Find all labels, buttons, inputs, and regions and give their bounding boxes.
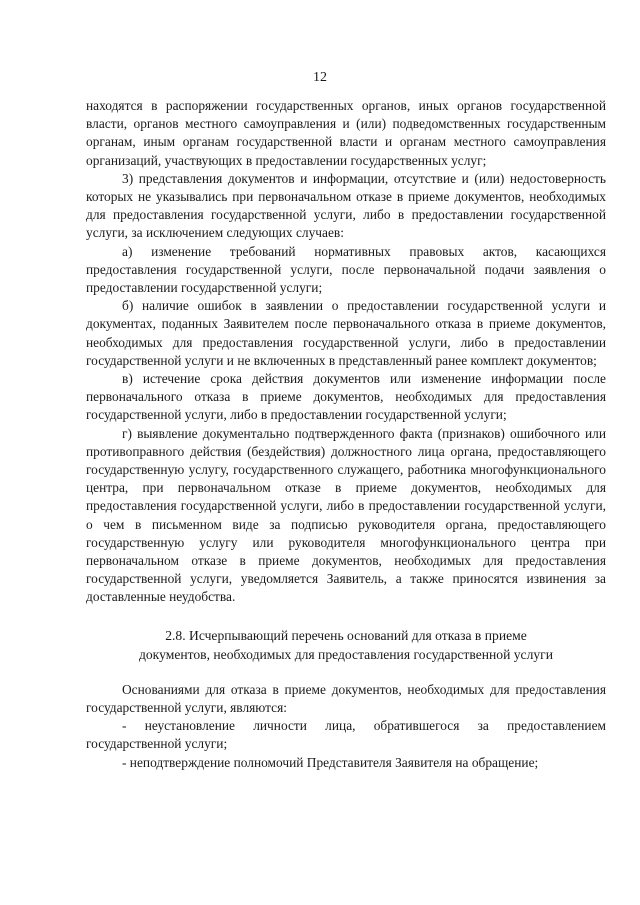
paragraph-grounds-intro: Основаниями для отказа в приеме документов, необходимых для предоставления государственной услуги, являются: (86, 681, 606, 715)
paragraph-ground-identity: - неустановление личности лица, обратившегося за предоставлением государственной услуги; (86, 718, 606, 752)
section-heading-line-1: 2.8. Исчерпывающий перечень оснований для отказа в приеме (165, 627, 527, 643)
section-heading-line-2: документов, необходимых для предоставления государственной услуги (138, 646, 554, 662)
page-number: 12 (313, 70, 327, 85)
paragraph-subitem-b: б) наличие ошибок в заявлении о предоставлении государственной услуги и документах, поданных Заявителем после первоначального отказа в приеме документов, необходимых для предоставления государственной услуги, либо в предоставлении государственной услуги и не включенных в представленный ранее комплект документов; (86, 298, 606, 368)
section-heading (86, 626, 606, 664)
paragraph-ground-authority: - неподтверждение полномочий Представителя Заявителя на обращение; (122, 754, 539, 770)
paragraph-subitem-g: г) выявление документально подтвержденного факта (признаков) ошибочного или противоправного действия (бездействия) должностного лица органа, предоставляющего государственную услугу, государственного служащего, работника многофункционального центра, при первоначальном отказе в приеме документов, необходимых для предоставления государственной услуги, либо в предоставлении государственной услуги, о чем в письменном виде за подписью руководителя органа, предоставляющего государственную услугу или руководителя многофункционального центра при первоначальном отказе в приеме документов, необходимых для предоставления государственной услуги, уведомляется Заявитель, а также приносятся извинения за доставленные неудобства. (86, 425, 606, 605)
paragraph-subitem-a: а) изменение требований нормативных правовых актов, касающихся предоставления государственной услуги, после первоначальной подачи заявления о предоставлении государственной услуги; (86, 243, 606, 296)
document-body (86, 97, 606, 772)
paragraph-continuation: находятся в распоряжении государственных органов, иных органов государственной власти, органов местного самоуправления и (или) подведомственных государственным органам, иным органам государственной власти и органам местного самоуправления организаций, участвующих в предоставлении государственных услуг; (86, 98, 606, 168)
paragraph-subitem-v: в) истечение срока действия документов или изменение информации после первоначального отказа в приеме документов, необходимых для предоставления государственной услуги, либо в предоставлении государственной услуги; (86, 371, 606, 423)
paragraph-item-3: 3) представления документов и информации, отсутствие и (или) недостоверность которых не указывались при первоначальном отказе в приеме документов, необходимых для предоставления государственной услуги, либо в предоставлении государственной услуги, за исключением следующих случаев: (86, 170, 606, 241)
